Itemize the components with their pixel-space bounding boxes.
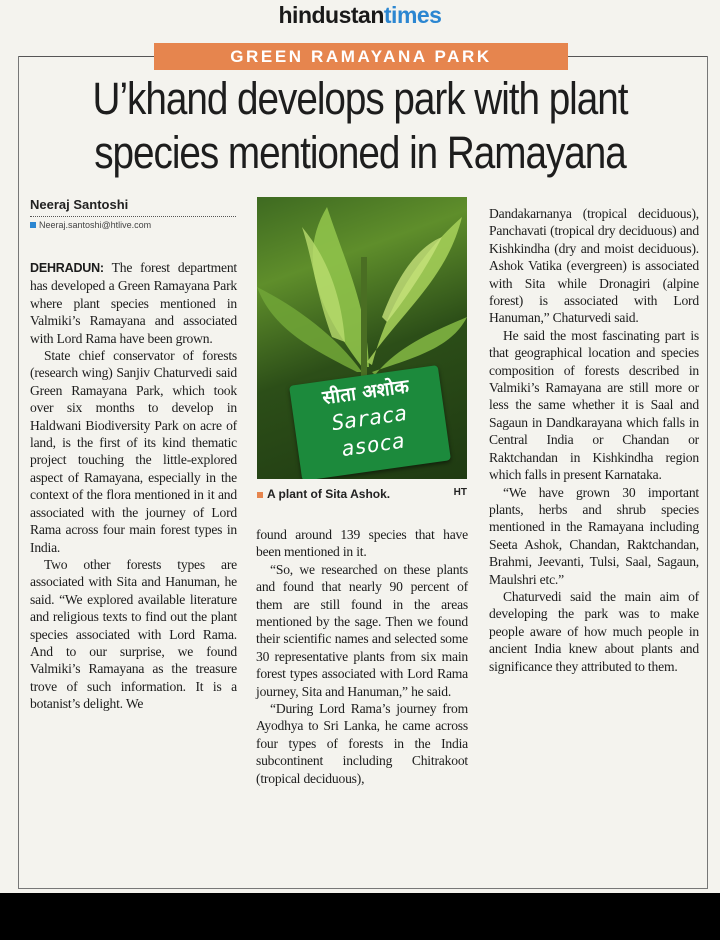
plant-photo (257, 197, 467, 479)
headline-line-2: species mentioned in Ramayana (94, 127, 626, 178)
byline (30, 197, 236, 230)
masthead-brand-a: hindustan (278, 2, 384, 28)
bullet-icon (30, 222, 36, 228)
paragraph-6: He said the most fascinating part is that geographical location and species composition of forests described in Valmiki’s Ramayana are still more or less the same whether it is Saal and Sagaun in Dandkarayana which falls in Central India or Chandan or Raktchandan in Kishkindha region which falls in present Karnataka. (489, 327, 699, 483)
paragraph-5: “During Lord Rama’s journey from Ayodhya to Sri Lanka, he came across four types of forests in the India subcontinent including Chitrakoot (tropical deciduous), (256, 701, 468, 786)
dateline: DEHRADUN: (30, 261, 104, 275)
photo-credit: HT (453, 487, 467, 498)
article-column-1 (30, 259, 237, 713)
plant-name-sign (289, 365, 451, 479)
photo-caption (257, 487, 467, 501)
paragraph-2: State chief conservator of forests (research wing) Sanjiv Chaturvedi said Green Ramayana Park, which took over six months to develop in Haldwani Biodiversity Park on acre of land, is the first of its kind thematic project touching the little-explored aspect of Ramayana, especially in the context of the flora mentioned in it and associated with the journey of Lord Rama across four main forest types in India. (30, 348, 237, 555)
headline (76, 72, 644, 180)
article-column-3 (489, 205, 699, 675)
bottom-black-bar (0, 893, 720, 940)
caption-bullet-icon (257, 492, 263, 498)
sign-hindi: सीता अशोक (321, 375, 411, 410)
masthead-brand-b: times (383, 2, 442, 28)
sign-latin-1: Saraca (330, 400, 409, 436)
paragraph-4: “So, we researched on these plants and found that nearly 90 percent of them are still found in the areas mentioned by the sage. Then we found their scientific names and selected some 30 representative plants from six main forest types associated with Lord Rama journey, Sita and Hanuman,” he said. (256, 561, 468, 699)
paragraph-1-text: The forest department has developed a Green Ramayana Park where plant species mentioned in Valmiki’s Ramayana and associated with Lord Rama have been grown. (30, 260, 237, 346)
author-name: Neeraj Santoshi (30, 197, 236, 217)
author-email-text: Neeraj.santoshi@htlive.com (39, 220, 152, 230)
sign-latin-2: asoca (340, 428, 407, 462)
paragraph-8: Chaturvedi said the main aim of developing the park was to make people aware of how much people in ancient India knew about plants and significance they attributed to them. (489, 588, 699, 674)
paragraph-7: “We have grown 30 important plants, herbs and shrub species mentioned in the Ramayana including Seeta Ashok, Chandan, Raktchandan, Brahmi, Jeevanti, Tulsi, Saal, Sagaun, Maulshri etc.” (489, 484, 699, 587)
masthead-logo (0, 2, 720, 29)
paragraph-3: Two other forests types are associated with Sita and Hanuman, he said. “We explored available literature and religious texts to find out the plant species associated with Lord Rama. And to our surprise, we found Valmiki’s Ramayana as the treasure trove of such information. It is a botanist’s delight. We (30, 556, 237, 712)
article-column-2 (256, 526, 468, 787)
paragraph-5-continued: Dandakarnanya (tropical deciduous), Panchavati (tropical dry deciduous) and Kishkindha (dry and moist deciduous). Ashok Vatika (evergreen) is associated with Sita while Dronagiri (alpine forest) is associated with Lord Hanuman,” Chaturvedi said. (489, 206, 699, 326)
paragraph-1 (30, 259, 237, 347)
headline-line-1: U’khand develops park with plant (92, 73, 628, 124)
author-email (30, 220, 236, 230)
caption-text: A plant of Sita Ashok. (267, 487, 391, 501)
section-tag: GREEN RAMAYANA PARK (154, 43, 568, 70)
paragraph-3-continued: found around 139 species that have been mentioned in it. (256, 527, 468, 560)
